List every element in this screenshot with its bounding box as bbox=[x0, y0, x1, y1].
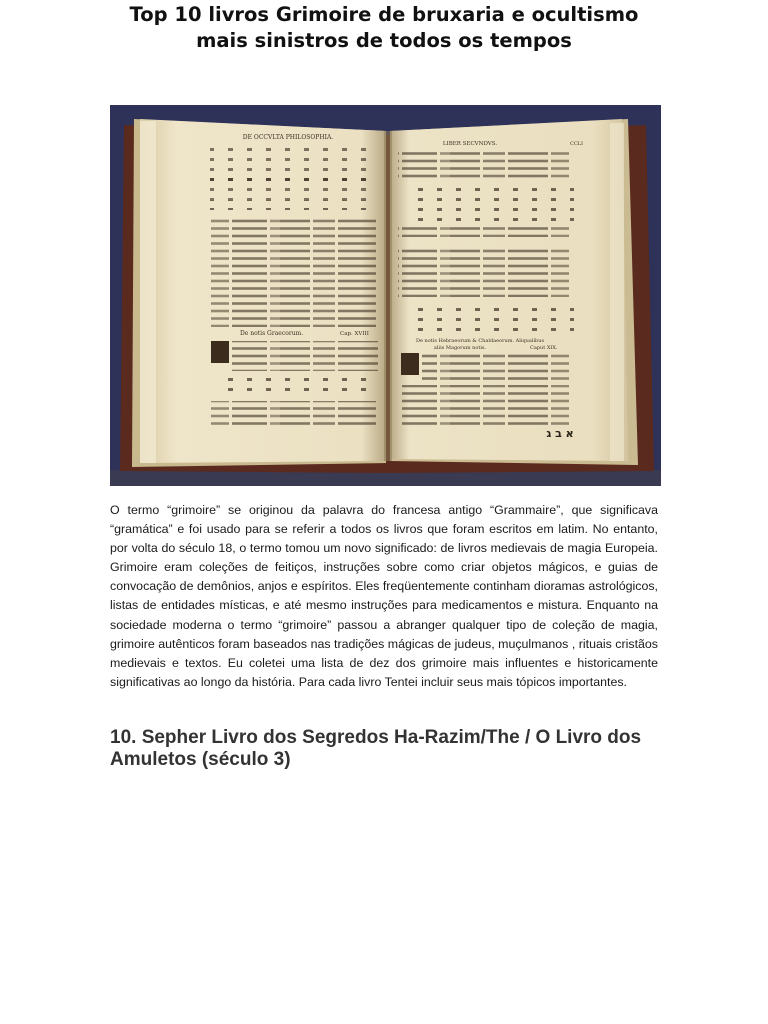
hebrew-letters: א ב ג bbox=[546, 427, 574, 440]
right-chapter-number: Caput XIX. bbox=[530, 345, 558, 351]
intro-paragraph: O termo “grimoire” se originou da palavra do francesa antigo “Grammaire”, que significava “gramática” e foi usado para se referir a todos os livros que foram escritos em latim. No entanto, por volta do século 18, o termo tomou um novo significado: de livros medievais de magia Europeia. Grimoire eram coleções de feitiços, instruções sobre como criar objetos mágicos, e guias de convocação de demônios, anjos e espíritos. Eles freqüentemente continham dioramas astrológicos, listas de entidades místicas, e até mesmo instruções para medicamentos e mistura. Enquanto na sociedade moderna o termo “grimoire” passou a abranger qualquer tipo de coleção de magia, grimoire autênticos foram baseados nas tradições mágicas de judeus, muçulmanos , rituais cristãos medievais e textos. Eu coletei uma lista de dez dos grimoire mais influentes e historicamente significativas ao longo da história. Para cada livro Tentei incluir seus mais tópicos importantes. bbox=[110, 503, 658, 689]
drop-cap-right bbox=[401, 353, 419, 375]
section-heading: 10. Sepher Livro dos Segredos Ha-Razim/The / O Livro dos Amuletos (século 3) bbox=[110, 727, 642, 770]
drop-cap-left bbox=[211, 341, 229, 363]
right-chapter-title-1: De notis Hebraeorum & Chaldaeorum. Aliqualibus bbox=[415, 338, 545, 344]
left-chapter-title: De notis Graecorum. bbox=[240, 330, 304, 337]
title-line-2: mais sinistros de todos os tempos bbox=[196, 29, 572, 52]
right-page-header: LIBER SECVNDVS. bbox=[442, 141, 498, 147]
title-line-1: Top 10 livros Grimoire de bruxaria e ocultismo bbox=[129, 3, 639, 26]
right-chapter-title-2: aliis Magorum notis. bbox=[433, 345, 487, 351]
open-book-illustration bbox=[110, 105, 661, 486]
left-page-header: DE OCCVLTA PHILOSOPHIA. bbox=[242, 134, 334, 141]
article-title bbox=[60, 2, 708, 54]
left-chapter-number: Cap. XVIII bbox=[340, 331, 369, 337]
folio-number: CCLI bbox=[570, 141, 583, 147]
grimoire-book-photo bbox=[110, 105, 661, 486]
